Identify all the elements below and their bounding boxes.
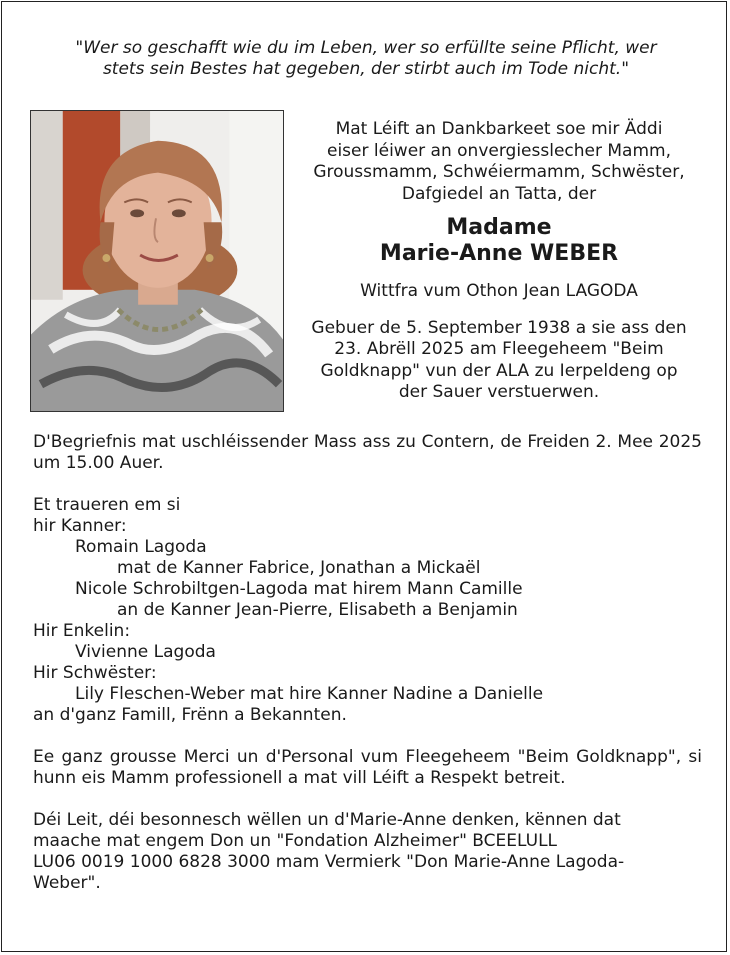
- child-kids: an de Kanner Jean-Pierre, Elisabeth a Benjamin: [117, 600, 518, 620]
- memorial-quote: [32, 38, 700, 80]
- intro-line: Groussmamm, Schwéiermamm, Schwëster,: [313, 162, 685, 182]
- born-line: 23. Abrëll 2025 am Fleegeheem "Beim: [334, 339, 664, 359]
- sister-name: Lily Fleschen-Weber mat hire Kanner Nadine a Danielle: [75, 684, 544, 704]
- deceased-name: Marie-Anne WEBER: [379, 241, 619, 266]
- deceased-title: Madame: [446, 215, 552, 240]
- born-line: Goldknapp" vun der ALA zu Ierpeldeng op: [320, 360, 678, 381]
- donation-line: Weber".: [33, 873, 101, 893]
- announcement-block: [294, 119, 704, 404]
- obituary-card: [1, 1, 727, 952]
- announcement-intro: [294, 119, 704, 205]
- grandchildren-label: Hir Enkelin:: [33, 621, 131, 641]
- child-name: Romain Lagoda: [75, 537, 207, 557]
- donation-line: maache mat engem Don un "Fondation Alzheimer" BCEELULL: [33, 831, 558, 851]
- intro-line: Dafgiedel an Tatta, der: [401, 183, 597, 204]
- child-kids: mat de Kanner Fabrice, Jonathan a Mickaël: [117, 558, 481, 578]
- widow-line: Wittfra vum Othon Jean LAGODA: [360, 281, 638, 301]
- quote-line-2: stets sein Bestes hat gegeben, der stirbt auch im Tode nicht.": [102, 59, 630, 79]
- mourners-heading: Et traueren em si: [33, 495, 181, 515]
- child-name: Nicole Schrobiltgen-Lagoda mat hirem Mann Camille: [75, 579, 523, 599]
- obituary-body: [33, 432, 702, 894]
- birth-death-text: [294, 318, 704, 404]
- intro-line: Mat Léift an Dankbarkeet soe mir Äddi: [335, 119, 663, 139]
- sister-label: Hir Schwëster:: [33, 663, 157, 683]
- born-line: der Sauer verstuerwen.: [398, 382, 600, 402]
- quote-line-1: "Wer so geschafft wie du im Leben, wer so erfüllte seine Pflicht, wer: [75, 38, 657, 58]
- family-line: an d'ganz Famill, Frënn a Bekannten.: [33, 705, 347, 725]
- grandchild-name: Vivienne Lagoda: [75, 642, 216, 662]
- donation-paragraph: [33, 810, 702, 894]
- portrait-photo: [30, 110, 284, 412]
- donation-line: LU06 0019 1000 6828 3000 mam Vermierk "Don Marie-Anne Lagoda-: [33, 852, 625, 872]
- children-label: hir Kanner:: [33, 516, 127, 536]
- funeral-notice: D'Begriefnis mat uschléissender Mass ass zu Contern, de Freiden 2. Mee 2025 um 15.00 Auer.: [33, 432, 702, 473]
- born-line: Gebuer de 5. September 1938 a sie ass den: [311, 317, 687, 338]
- intro-line: eiser léiwer an onvergiesslecher Mamm,: [327, 140, 671, 161]
- thanks-paragraph: Ee ganz grousse Merci un d'Personal vum Fleegeheem "Beim Goldknapp", si hunn eis Mamm professionell a mat vill Léift a Respekt betreit.: [33, 747, 702, 788]
- portrait-illustration: [31, 111, 283, 411]
- donation-line: Déi Leit, déi besonnesch wëllen un d'Marie-Anne denken, kënnen dat: [33, 810, 621, 830]
